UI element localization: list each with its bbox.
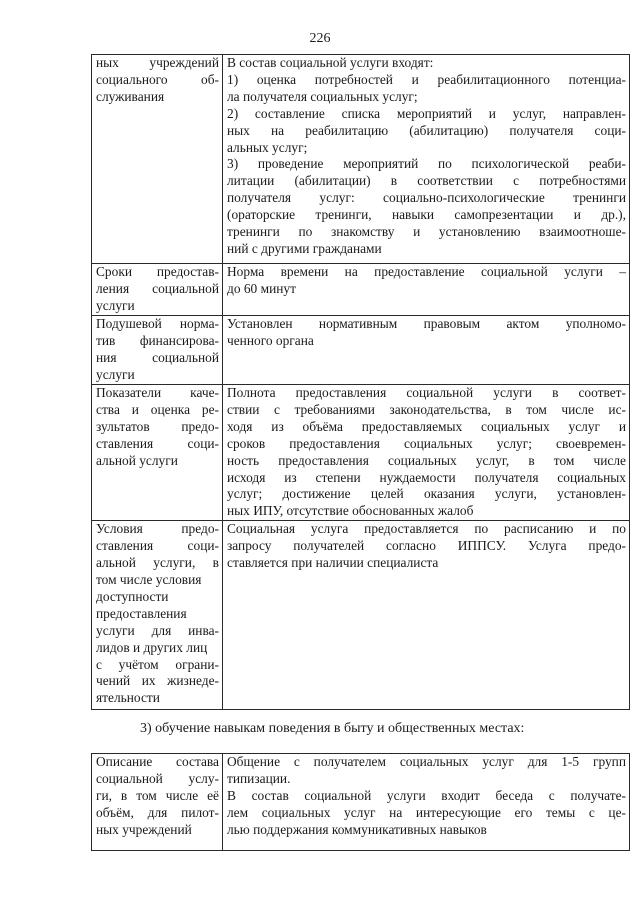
text-line: 1) оценка потребностей и реабилитационного потенциа- [227, 71, 626, 87]
text-line: альной услуги [96, 452, 178, 468]
text-line: запросу получателей согласно ИППСУ. Услуга предо- [227, 538, 626, 554]
text-line: Описание состава [96, 754, 219, 769]
row-label-cell [92, 55, 223, 264]
row-content-cell [223, 754, 630, 851]
text-line: ченного органа [227, 332, 314, 348]
text-line: ходя из объёма предоставляемых социальных услуг и [227, 418, 626, 434]
text-line: ных учреждений [96, 821, 192, 837]
text-line: лем социальных услуг на интересующие его темы с це- [227, 804, 626, 820]
page-number: 226 [309, 31, 331, 46]
row-label-cell [92, 521, 223, 710]
text-line: ность предоставления социальных услуг, в том числе [227, 452, 626, 468]
text-line: (ораторские тренинги, навыки самопрезентации и др.), [227, 207, 626, 223]
table-row [92, 754, 630, 851]
row-content-cell [223, 316, 630, 385]
text-line: доступности [96, 588, 169, 604]
text-line: получателя услуг: социально-психологические тренинги [227, 190, 626, 206]
text-line: предоставления [96, 605, 187, 621]
row-content-cell [223, 264, 630, 316]
text-line: сроков предоставления социальных услуг; своевремен- [227, 435, 626, 451]
text-line: типизации. [227, 770, 291, 786]
text-line: ных учреждений [96, 55, 219, 70]
section-caption: 3) обучение навыкам поведения в быту и общественных местах: [140, 721, 525, 736]
text-line: литации (абилитации) в соответствии с потребностями [227, 173, 626, 189]
row-content-cell [223, 55, 630, 264]
text-line: 3) проведение мероприятий по психологической реаби- [227, 156, 626, 172]
text-line: с учётом ограни- [96, 656, 219, 672]
service-table-2 [91, 753, 630, 851]
service-table [91, 54, 630, 710]
text-line: ятельности [96, 690, 160, 706]
text-line: В состав социальной услуги входит беседа с получате- [227, 787, 626, 803]
text-line: лидов и других лиц [96, 639, 208, 655]
text-line: услуги [96, 297, 135, 313]
text-line: ствии с требованиями законодательства, в том числе ис- [227, 401, 626, 417]
table-row [92, 316, 630, 385]
text-line: Показатели каче- [96, 385, 219, 400]
text-line: Норма времени на предоставление социальной услуги – [227, 264, 626, 279]
table-row [92, 264, 630, 316]
text-line: ных на реабилитацию (абилитацию) получателя соци- [227, 122, 626, 138]
text-line: Полнота предоставления социальной услуги в соответ- [227, 385, 626, 400]
row-content-cell [223, 521, 630, 710]
text-line: тренинги по знакомству и установлению взаимоотноше- [227, 224, 626, 240]
text-line: Условия предо- [96, 521, 219, 537]
table-row [92, 385, 630, 521]
text-line: Установлен нормативным правовым актом уполномо- [227, 316, 626, 331]
text-line: ставления соци- [96, 538, 219, 554]
text-line: том числе условия [96, 571, 202, 587]
text-line: 2) составление списка мероприятий и услуг, направлен- [227, 105, 626, 121]
text-line: Социальная услуга предоставляется по расписанию и по [227, 521, 626, 537]
row-label-cell [92, 385, 223, 521]
text-line: ний с другими гражданами [227, 240, 382, 256]
text-line: социального об- [96, 71, 219, 87]
text-line: ных ИПУ, отсутствие обоснованных жалоб [227, 503, 474, 519]
table-row [92, 521, 630, 710]
text-line: лью поддержания коммуникативных навыков [227, 821, 487, 837]
text-line: ставляется при наличии специалиста [227, 555, 439, 571]
text-line: Общение с получателем социальных услуг для 1-5 групп [227, 754, 626, 769]
text-line: чений их жизнеде- [96, 673, 219, 689]
text-line: тив финансирова- [96, 332, 219, 348]
text-line: исходя из степени нуждаемости получателя социальных [227, 469, 626, 485]
table-row [92, 55, 630, 264]
text-line: Подушевой норма- [96, 316, 219, 331]
text-line: ства и оценка ре- [96, 401, 219, 417]
text-line: служивания [96, 88, 165, 104]
row-label-cell [92, 316, 223, 385]
text-line: альных услуг; [227, 139, 308, 155]
text-line: до 60 минут [227, 280, 296, 296]
text-line: услуг; достижение целей оказания услуги, установлен- [227, 486, 626, 502]
row-label-cell [92, 264, 223, 316]
text-line: услуги [96, 366, 135, 382]
text-line: зультатов предо- [96, 418, 219, 434]
text-line: альной услуги, в [96, 555, 219, 571]
row-content-cell [223, 385, 630, 521]
row-label-cell [92, 754, 223, 851]
text-line: Сроки предостав- [96, 264, 219, 279]
text-line: ставления соци- [96, 435, 219, 451]
text-line: ла получателя социальных услуг; [227, 88, 418, 104]
text-line: социальной услу- [96, 770, 219, 786]
text-line: В состав социальной услуги входят: [227, 55, 434, 70]
text-line: услуги для инва- [96, 622, 219, 638]
text-line: объём, для пилот- [96, 804, 219, 820]
text-line: ления социальной [96, 280, 219, 296]
text-line: ги, в том числе её [96, 787, 219, 803]
text-line: ния социальной [96, 349, 219, 365]
